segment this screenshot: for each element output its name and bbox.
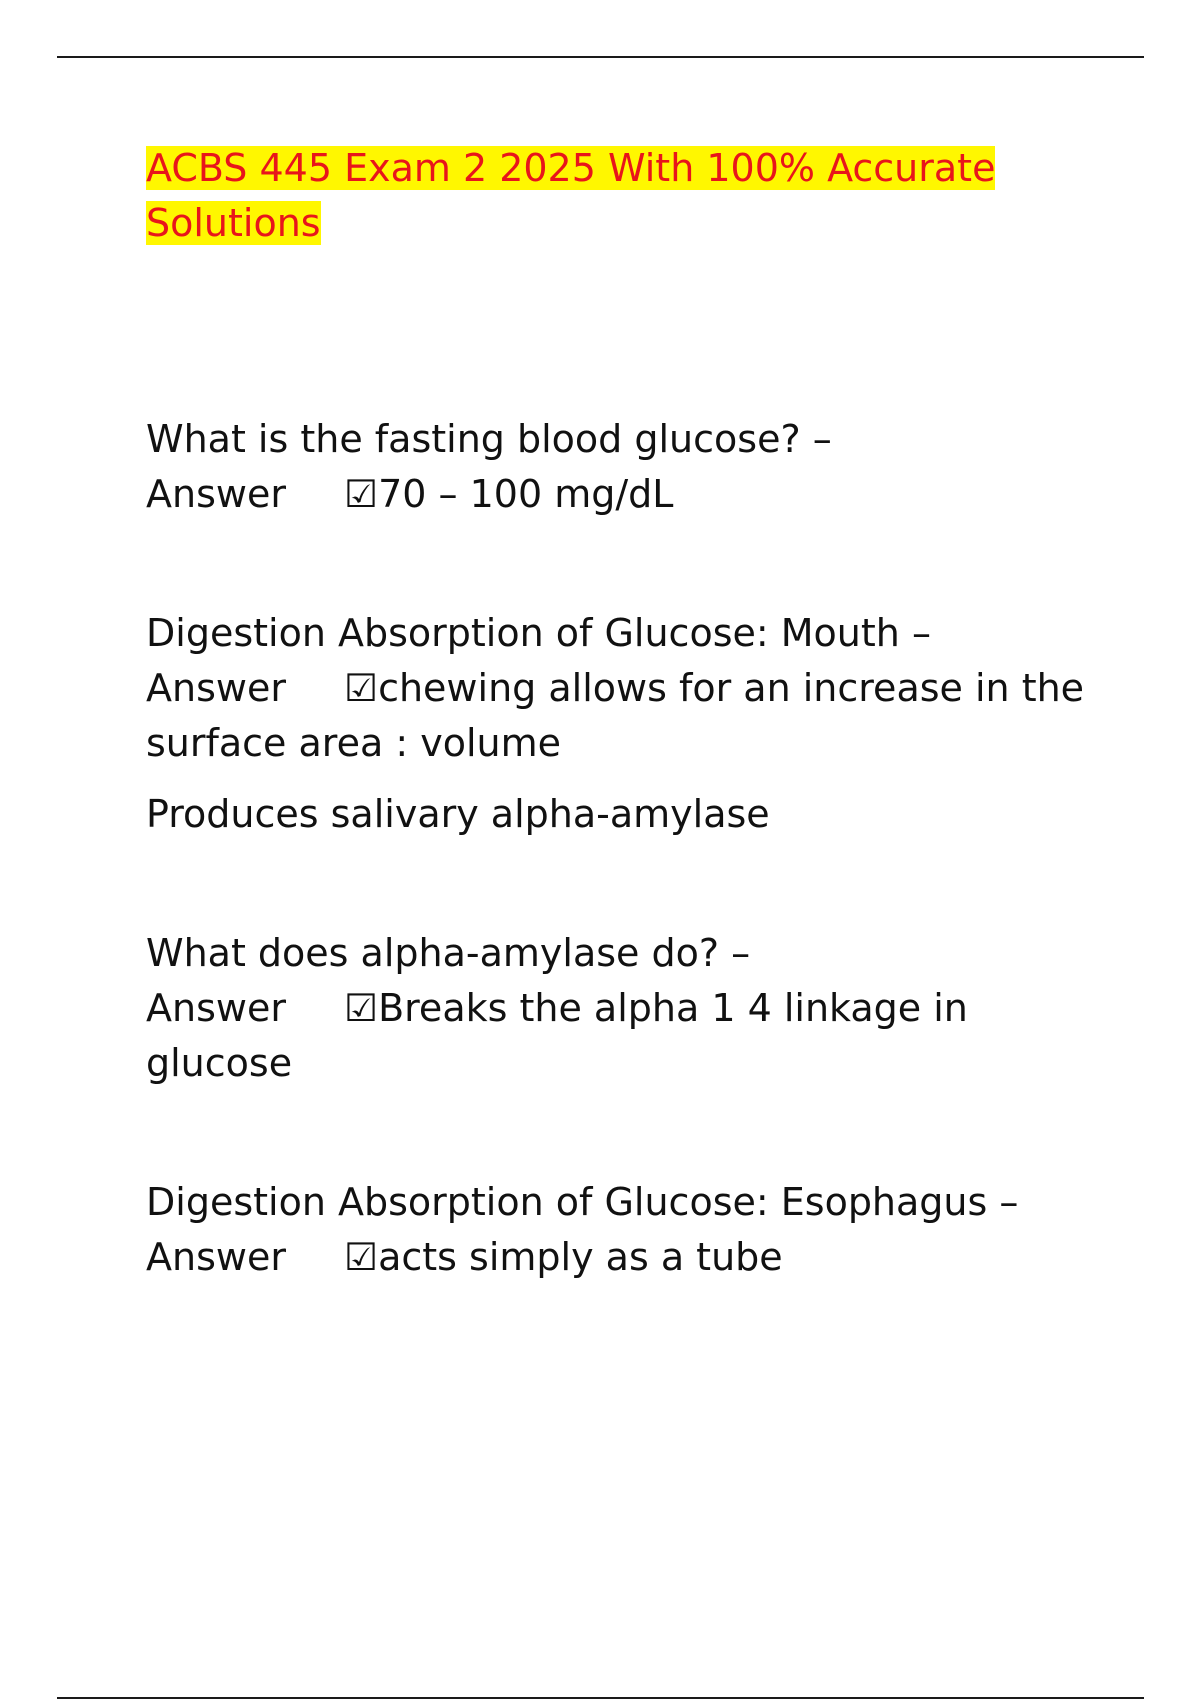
answer-label: Answer	[146, 666, 286, 710]
checkbox-icon: ☑	[344, 986, 379, 1030]
answer-text: chewing allows for an increase in the surface area : volume	[146, 666, 1085, 765]
qa-item-1	[146, 412, 1106, 522]
answer-text: 70 – 100 mg/dL	[378, 472, 674, 516]
top-rule	[57, 56, 1144, 58]
question-text: What is the fasting blood glucose? –	[146, 417, 832, 461]
answer-label: Answer	[146, 986, 286, 1030]
answer-text: acts simply as a tube	[378, 1235, 783, 1279]
question-text: Digestion Absorption of Glucose: Mouth –	[146, 611, 931, 655]
question-text: What does alpha-amylase do? –	[146, 931, 751, 975]
checkbox-icon: ☑	[344, 1235, 379, 1279]
answer-label: Answer	[146, 1235, 286, 1279]
question-text: Digestion Absorption of Glucose: Esophagus –	[146, 1180, 1019, 1224]
document-body	[146, 141, 1106, 1285]
qa-item-2	[146, 606, 1106, 771]
qa-item-3	[146, 926, 1106, 1091]
checkbox-icon: ☑	[344, 472, 379, 516]
document-title: ACBS 445 Exam 2 2025 With 100% Accurate Solutions	[146, 146, 996, 245]
qa-item-4	[146, 1175, 1106, 1285]
answer-extra-text: Produces salivary alpha-amylase	[146, 792, 770, 836]
checkbox-icon: ☑	[344, 666, 379, 710]
answer-label: Answer	[146, 472, 286, 516]
bottom-rule	[57, 1697, 1144, 1699]
answer-text: Breaks the alpha 1 4 linkage in glucose	[146, 986, 968, 1085]
